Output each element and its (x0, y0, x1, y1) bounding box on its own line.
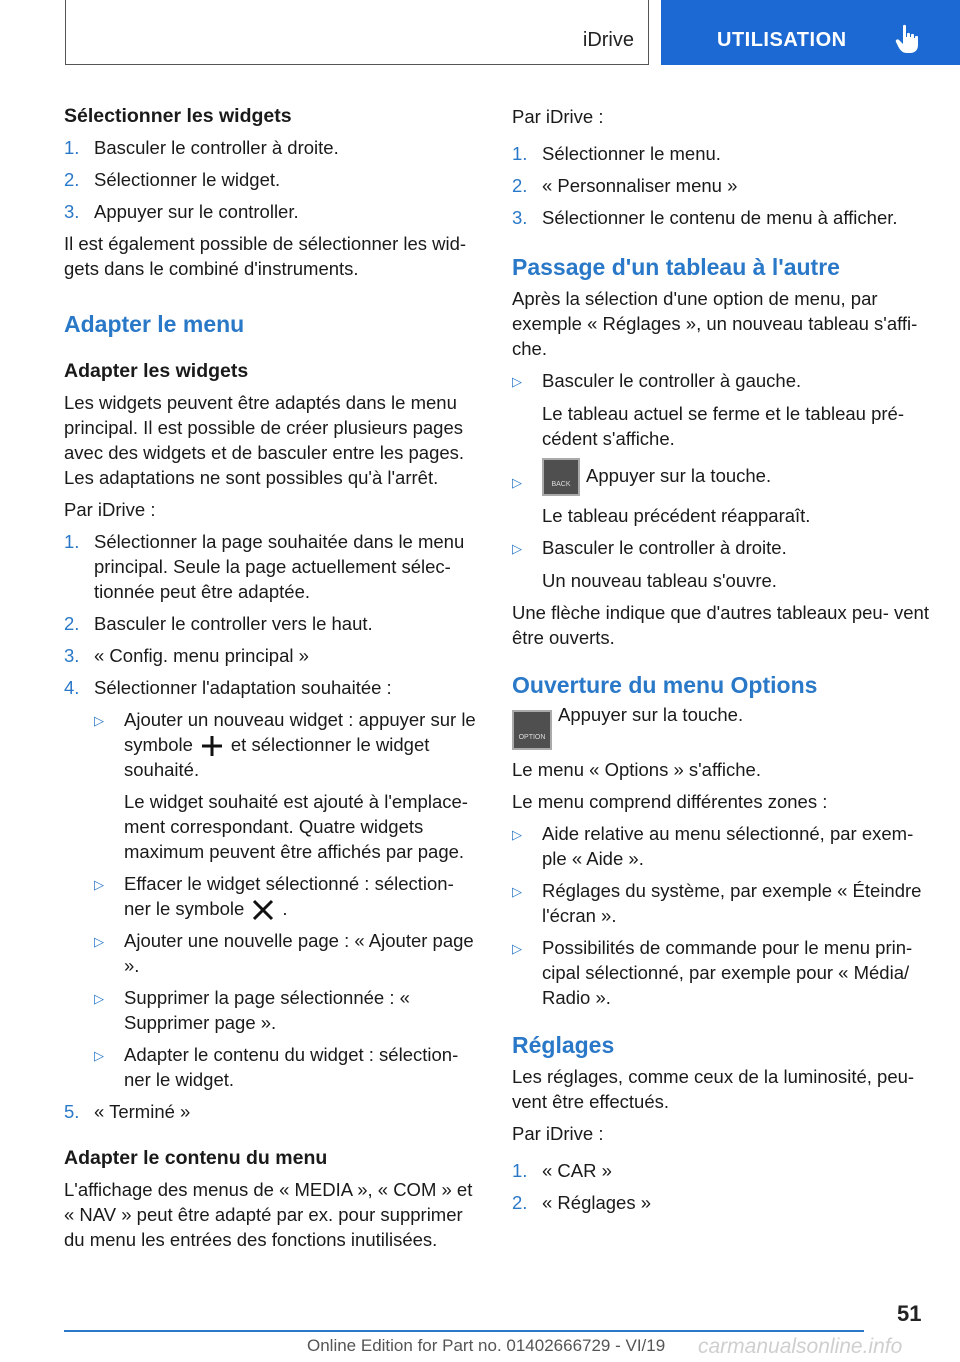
paragraph: Par iDrive : (512, 1123, 604, 1144)
bullet-item: ▷ Ajouter une nouvelle page : « Ajouter page ». (94, 930, 474, 977)
bullet-triangle-icon: ▷ (512, 541, 522, 556)
paragraph: Après la sélection d'une option de menu, par exemple « Réglages », un nouveau tableau s'affi‐ che. (512, 288, 918, 359)
heading-options: Ouverture du menu Options (512, 672, 818, 698)
header-chapter-box (661, 0, 960, 65)
bullet-item: ▷ Réglages du système, par exemple « Éteindre l'écran ». (512, 880, 922, 926)
bullet-triangle-icon: ▷ (512, 827, 522, 842)
heading-select-widgets: Sélectionner les widgets (64, 105, 292, 127)
bullet-item: ▷ Possibilités de commande pour le menu prin‐ cipal sélectionné, par exemple pour « Média/ Radio ». (512, 937, 913, 1008)
watermark: carmanualsonline.info (698, 1335, 903, 1358)
paragraph: Les réglages, comme ceux de la luminosité, peu‐ vent être effectués. (512, 1066, 915, 1112)
bullet-triangle-icon: ▷ (94, 713, 104, 728)
bullet-item: ▷ Effacer le widget sélectionné : sélection‐ ner le symbole . (94, 871, 480, 921)
list-item: 1. Basculer le controller à droite. (64, 137, 339, 158)
heading-adapt-widgets: Adapter les widgets (64, 360, 249, 382)
plus-icon (201, 735, 223, 757)
paragraph: Par iDrive : (64, 499, 156, 520)
heading-passage: Passage d'un tableau à l'autre (512, 254, 840, 280)
bullet-triangle-icon: ▷ (94, 1048, 104, 1064)
bullet-note: Le tableau précédent réapparaît. (542, 505, 811, 526)
footer-edition: Online Edition for Part no. 01402666729 - VI/19 (307, 1336, 666, 1355)
options-button-line: OPTION Appuyer sur la touche. (512, 704, 932, 750)
bullet-triangle-icon: ▷ (94, 934, 104, 950)
heading-adapt-menu: Adapter le menu (64, 311, 245, 337)
list-item: 1. Sélectionner le menu. (512, 143, 721, 164)
bullet-triangle-icon: ▷ (512, 374, 522, 389)
paragraph: L'affichage des menus de « MEDIA », « COM » et « NAV » peut être adapté par ex. pour supprimer du menu les entrées des fonctions inutilisées. (64, 1179, 473, 1251)
bullet-note: Un nouveau tableau s'ouvre. (542, 570, 777, 591)
bullet-note: Le tableau actuel se ferme et le tableau pré‐ cédent s'affiche. (542, 403, 905, 449)
header-chapter-title: UTILISATION (717, 29, 847, 51)
bullet-triangle-icon: ▷ (94, 991, 104, 1007)
list-item: 1. Sélectionner la page souhaitée dans le menu principal. Seule la page actuellement sélec‐ tionnée peut être adaptée. (64, 531, 465, 602)
paragraph: Les widgets peuvent être adaptés dans le menu principal. Il est possible de créer plusieurs pages avec des widgets et de basculer entre les pages. Les adaptations ne sont possibles qu'à l'arrêt. (64, 392, 465, 488)
bullet-item: ▷ Supprimer la page sélectionnée : « Supprimer page ». (94, 987, 410, 1034)
list-item: 2. « Personnaliser menu » (512, 175, 738, 196)
heading-reglages: Réglages (512, 1032, 615, 1058)
list-item: 2. « Réglages » (512, 1192, 652, 1213)
list-item: 5. « Terminé » (64, 1101, 191, 1123)
bullet-triangle-icon: ▷ (512, 884, 522, 899)
hand-pointer-icon (895, 24, 921, 54)
bullet-triangle-icon: ▷ (94, 877, 104, 893)
heading-adapt-content: Adapter le contenu du menu (64, 1147, 328, 1170)
header-section-title: iDrive (582, 29, 634, 51)
header-section-box (65, 0, 649, 65)
list-item: 3. Sélectionner le contenu de menu à afficher. (512, 207, 898, 228)
bullet-item: ▷ Adapter le contenu du widget : sélection‐ ner le widget. (94, 1044, 459, 1091)
paragraph: Il est également possible de sélectionner les wid‐ gets dans le combiné d'instruments. (64, 233, 467, 279)
bullet-triangle-icon: ▷ (512, 475, 522, 490)
list-item: 2. Sélectionner le widget. (64, 169, 281, 190)
bullet-item: ▷ Basculer le controller à droite. (512, 535, 932, 561)
footer-rule (64, 1330, 864, 1332)
list-item: 4. Sélectionner l'adaptation souhaitée : (64, 677, 392, 698)
bullet-item: ▷ BACK Appuyer sur la touche. (512, 458, 932, 496)
left-column (64, 104, 480, 1259)
bullet-note: Le widget souhaité est ajouté à l'emplace‐ ment correspondant. Quatre widgets maximum peuvent être affichés par page. (124, 791, 468, 863)
paragraph: Par iDrive : (512, 106, 604, 127)
back-button-icon: BACK (542, 458, 580, 496)
list-item: 3. Appuyer sur le controller. (64, 201, 299, 222)
right-column (512, 104, 932, 1222)
paragraph: Une flèche indique que d'autres tableaux peu‐ vent être ouverts. (512, 602, 929, 648)
list-item: 2. Basculer le controller vers le haut. (64, 613, 373, 634)
list-item: 3. « Config. menu principal » (64, 645, 309, 666)
bullet-item: ▷ Ajouter un nouveau widget : appuyer sur le symbole et sélectionner le widget souhaité. (94, 709, 476, 781)
cross-icon (252, 899, 274, 921)
paragraph: Le menu comprend différentes zones : (512, 791, 828, 812)
option-button-icon: OPTION (512, 710, 552, 750)
list-item: 1. « CAR » (512, 1160, 612, 1181)
paragraph: Le menu « Options » s'affiche. (512, 759, 761, 780)
bullet-item: ▷ Aide relative au menu sélectionné, par exem‐ ple « Aide ». (512, 823, 914, 869)
page-number: 51 (897, 1301, 922, 1326)
bullet-item: ▷ Basculer le controller à gauche. (512, 368, 932, 394)
bullet-triangle-icon: ▷ (512, 941, 522, 956)
